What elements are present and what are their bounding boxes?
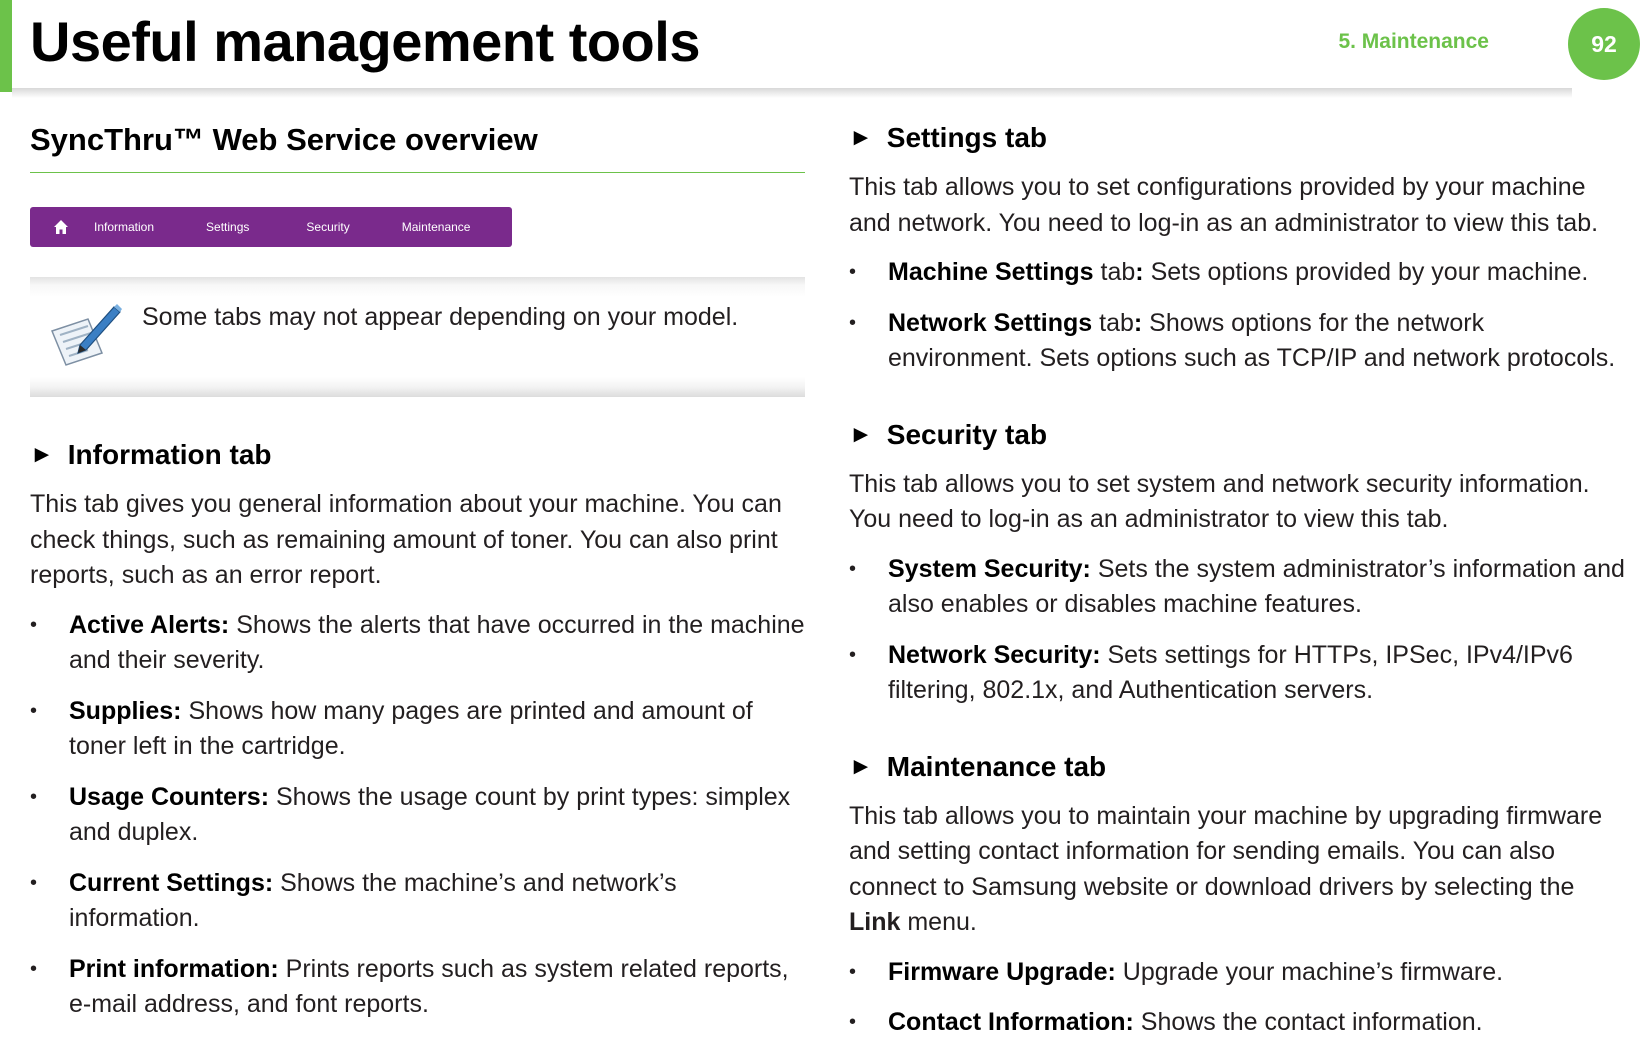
list-item: [30, 952, 805, 1023]
note-pencil-icon: [44, 301, 124, 371]
bullet-term: Network Security:: [888, 640, 1101, 669]
syncthru-navbar: [30, 207, 512, 247]
note-box: [30, 277, 805, 397]
bullet-icon: •: [849, 960, 857, 983]
bullet-icon: •: [30, 785, 38, 808]
list-item: [849, 955, 1629, 991]
bullet-text: Shows the machine’s and network’s information.: [69, 868, 677, 932]
arrow-right-icon: ►: [849, 752, 873, 780]
note-text: Some tabs may not appear depending on your model.: [142, 303, 739, 331]
security-body: This tab allows you to set system and network security information. You need to log-in as an administrator to view this tab.: [849, 469, 1590, 533]
information-body: This tab gives you general information about your machine. You can check things, such as remaining amount of toner. You can also print reports, such as an error report.: [30, 490, 782, 589]
maintenance-heading-text: Maintenance tab: [886, 750, 1107, 782]
nav-tab-settings[interactable]: Settings: [206, 220, 250, 234]
settings-bullet-list: [849, 255, 1629, 377]
information-bullet-list: [30, 608, 805, 1023]
arrow-right-icon: ►: [30, 441, 54, 468]
information-heading-text: Information tab: [67, 439, 272, 470]
arrow-right-icon: ►: [849, 124, 873, 151]
link-menu-label: Link: [849, 908, 901, 936]
bullet-term: Print information:: [69, 954, 279, 983]
bullet-mid: tab: [1092, 308, 1134, 337]
bullet-icon: •: [849, 557, 857, 580]
bullet-colon: :: [1133, 308, 1143, 337]
left-column: [30, 120, 805, 1038]
security-heading-text: Security tab: [886, 418, 1048, 450]
page-number-badge: 92: [1568, 8, 1640, 80]
maintenance-bullet-list: [849, 955, 1629, 1041]
list-item: [30, 694, 805, 765]
bullet-text: Sets the system administrator’s information and also enables or disables machine features.: [888, 554, 1625, 618]
information-section: [30, 437, 805, 1023]
settings-section: [849, 120, 1629, 377]
bullet-term: Firmware Upgrade:: [888, 957, 1116, 986]
bullet-term: Supplies:: [69, 696, 182, 725]
bullet-icon: •: [849, 261, 857, 283]
list-item: [849, 552, 1629, 623]
settings-heading: [849, 120, 1629, 156]
nav-tab-security[interactable]: Security: [306, 220, 350, 234]
security-bullet-list: [849, 552, 1629, 709]
bullet-text: Upgrade your machine’s firmware.: [1115, 957, 1504, 986]
security-heading: [849, 417, 1629, 453]
bullet-term: Current Settings:: [69, 868, 274, 897]
header-divider: [12, 88, 1572, 98]
maintenance-body-end: menu.: [900, 908, 977, 936]
maintenance-heading: [849, 749, 1629, 785]
bullet-mid: tab: [1093, 258, 1136, 286]
bullet-icon: •: [30, 957, 38, 980]
arrow-right-icon: ►: [849, 420, 873, 448]
maintenance-body-text: This tab allows you to maintain your machine by upgrading firmware and setting contact information for sending emails. You can also connect to Samsung website or download drivers by selecting the: [849, 801, 1603, 901]
bullet-term: Usage Counters:: [69, 782, 270, 811]
home-icon[interactable]: [46, 217, 76, 237]
bullet-term: Machine Settings: [888, 258, 1094, 286]
settings-body: This tab allows you to set configurations provided by your machine and network. You need to log-in as an administrator to view this tab.: [849, 173, 1599, 237]
bullet-term: Active Alerts:: [69, 610, 230, 639]
bullet-text: Shows the alerts that have occurred in the machine and their severity.: [69, 610, 805, 674]
section-title: SyncThru™ Web Service overview: [30, 120, 805, 173]
list-item: [849, 255, 1629, 291]
bullet-term: Network Settings: [888, 308, 1093, 337]
page-title: Useful management tools: [30, 10, 700, 73]
page-header: [0, 0, 1641, 100]
list-item: [849, 306, 1629, 377]
list-item: [30, 780, 805, 851]
bullet-icon: •: [849, 643, 857, 666]
maintenance-body: [849, 799, 1629, 941]
bullet-icon: •: [849, 311, 857, 334]
bullet-text: Shows how many pages are printed and amount of toner left in the cartridge.: [69, 696, 753, 760]
bullet-term: Contact Information:: [888, 1008, 1134, 1036]
list-item: [849, 1005, 1629, 1041]
nav-tab-maintenance[interactable]: Maintenance: [401, 220, 471, 234]
header-accent-bar: [0, 0, 12, 92]
bullet-text: Shows the contact information.: [1133, 1008, 1483, 1036]
security-section: [849, 417, 1629, 709]
list-item: [30, 608, 805, 679]
bullet-text: Sets settings for HTTPs, IPSec, IPv4/IPv6 filtering, 802.1x, and Authentication servers.: [888, 640, 1573, 704]
maintenance-section: [849, 749, 1629, 1041]
bullet-icon: •: [30, 871, 38, 894]
bullet-text: Shows the usage count by print types: simplex and duplex.: [69, 782, 791, 846]
bullet-colon: :: [1135, 258, 1144, 286]
bullet-text: Shows options for the network environment. Sets options such as TCP/IP and network protocols.: [888, 308, 1616, 372]
settings-heading-text: Settings tab: [886, 122, 1047, 153]
bullet-text: Sets options provided by your machine.: [1143, 258, 1589, 286]
bullet-icon: •: [30, 613, 38, 636]
bullet-text: Prints reports such as system related reports, e-mail address, and font reports.: [69, 954, 789, 1018]
nav-tab-information[interactable]: Information: [94, 220, 155, 234]
bullet-term: System Security:: [888, 554, 1091, 583]
bullet-icon: •: [30, 699, 38, 722]
right-column: [849, 120, 1629, 1054]
list-item: [30, 866, 805, 937]
information-heading: [30, 437, 805, 473]
list-item: [849, 638, 1629, 709]
bullet-icon: •: [849, 1011, 857, 1033]
chapter-label: 5. Maintenance: [1338, 30, 1489, 53]
